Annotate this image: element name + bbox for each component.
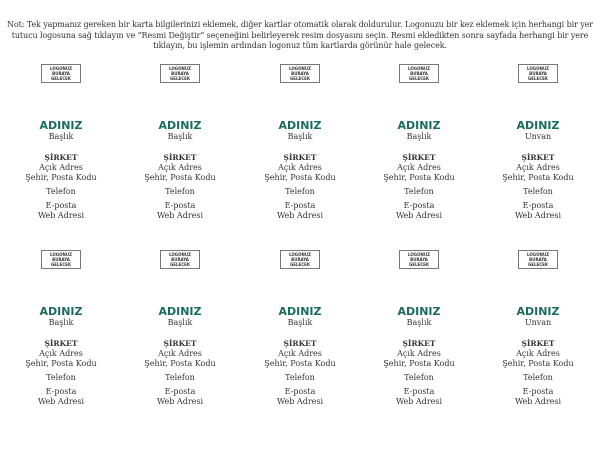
card-web[interactable]: Web Adresi [156,397,204,406]
card-title[interactable]: Başlık [287,318,313,327]
card-title[interactable]: Başlık [167,132,193,141]
card-address[interactable]: Açık Adres [39,349,83,358]
card-name[interactable]: ADINIZ [39,119,83,132]
business-card [125,250,235,407]
card-city[interactable]: Şehir, Posta Kodu [383,359,455,368]
card-email[interactable]: E-posta [403,387,435,396]
card-email[interactable]: E-posta [45,387,77,396]
card-name[interactable]: ADINIZ [158,119,202,132]
card-email[interactable]: E-posta [522,387,554,396]
card-address[interactable]: Açık Adres [516,163,560,172]
card-city[interactable]: Şehir, Posta Kodu [383,173,455,182]
card-company[interactable]: ŞİRKET [283,339,317,348]
card-web[interactable]: Web Adresi [156,211,204,220]
card-address[interactable]: Açık Adres [39,163,83,172]
card-web[interactable]: Web Adresi [37,397,85,406]
card-company[interactable]: ŞİRKET [163,339,197,348]
logo-placeholder[interactable]: LOGONUZ BURAYA GELECEK [280,64,320,83]
logo-placeholder[interactable]: LOGONUZ BURAYA GELECEK [160,64,200,83]
card-phone[interactable]: Telefon [404,373,434,382]
business-card [364,64,474,221]
card-city[interactable]: Şehir, Posta Kodu [502,173,574,182]
card-phone[interactable]: Telefon [285,373,315,382]
card-email[interactable]: E-posta [403,201,435,210]
card-company[interactable]: ŞİRKET [163,153,197,162]
card-web[interactable]: Web Adresi [276,397,324,406]
card-address[interactable]: Açık Adres [516,349,560,358]
card-web[interactable]: Web Adresi [37,211,85,220]
logo-placeholder[interactable]: LOGONUZ BURAYA GELECEK [518,64,558,83]
business-card [483,64,593,221]
card-web[interactable]: Web Adresi [514,397,562,406]
card-company[interactable]: ŞİRKET [521,339,555,348]
card-address[interactable]: Açık Adres [158,163,202,172]
card-address[interactable]: Açık Adres [278,163,322,172]
card-phone[interactable]: Telefon [46,187,76,196]
logo-placeholder[interactable]: LOGONUZ BURAYA GELECEK [399,64,439,83]
card-phone[interactable]: Telefon [285,187,315,196]
card-address[interactable]: Açık Adres [158,349,202,358]
card-title[interactable]: Başlık [167,318,193,327]
card-city[interactable]: Şehir, Posta Kodu [25,173,97,182]
card-company[interactable]: ŞİRKET [283,153,317,162]
card-title[interactable]: Başlık [48,318,74,327]
logo-placeholder[interactable]: LOGONUZ BURAYA GELECEK [160,250,200,269]
business-card [6,64,116,221]
card-name[interactable]: ADINIZ [516,305,560,318]
card-city[interactable]: Şehir, Posta Kodu [25,359,97,368]
business-card [6,250,116,407]
card-email[interactable]: E-posta [284,201,316,210]
card-web[interactable]: Web Adresi [514,211,562,220]
card-company[interactable]: ŞİRKET [402,153,436,162]
card-city[interactable]: Şehir, Posta Kodu [502,359,574,368]
card-phone[interactable]: Telefon [404,187,434,196]
card-web[interactable]: Web Adresi [276,211,324,220]
card-company[interactable]: ŞİRKET [402,339,436,348]
card-address[interactable]: Açık Adres [278,349,322,358]
card-name[interactable]: ADINIZ [397,305,441,318]
business-card [245,64,355,221]
card-title[interactable]: Başlık [406,318,432,327]
card-name[interactable]: ADINIZ [397,119,441,132]
card-city[interactable]: Şehir, Posta Kodu [264,173,336,182]
business-card [125,64,235,221]
logo-placeholder[interactable]: LOGONUZ BURAYA GELECEK [41,64,81,83]
logo-placeholder[interactable]: LOGONUZ BURAYA GELECEK [41,250,81,269]
logo-placeholder[interactable]: LOGONUZ BURAYA GELECEK [518,250,558,269]
card-name[interactable]: ADINIZ [516,119,560,132]
card-title[interactable]: Başlık [48,132,74,141]
business-card [483,250,593,407]
card-email[interactable]: E-posta [164,201,196,210]
card-phone[interactable]: Telefon [46,373,76,382]
card-name[interactable]: ADINIZ [39,305,83,318]
business-card [245,250,355,407]
card-company[interactable]: ŞİRKET [44,153,78,162]
card-web[interactable]: Web Adresi [395,397,443,406]
card-web[interactable]: Web Adresi [395,211,443,220]
card-phone[interactable]: Telefon [523,373,553,382]
logo-placeholder[interactable]: LOGONUZ BURAYA GELECEK [399,250,439,269]
card-address[interactable]: Açık Adres [397,349,441,358]
card-title[interactable]: Unvan [524,132,552,141]
card-city[interactable]: Şehir, Posta Kodu [144,359,216,368]
logo-placeholder[interactable]: LOGONUZ BURAYA GELECEK [280,250,320,269]
card-company[interactable]: ŞİRKET [44,339,78,348]
card-name[interactable]: ADINIZ [158,305,202,318]
card-email[interactable]: E-posta [284,387,316,396]
card-city[interactable]: Şehir, Posta Kodu [144,173,216,182]
card-name[interactable]: ADINIZ [278,305,322,318]
card-email[interactable]: E-posta [522,201,554,210]
business-card [364,250,474,407]
card-phone[interactable]: Telefon [523,187,553,196]
card-phone[interactable]: Telefon [165,373,195,382]
card-title[interactable]: Başlık [287,132,313,141]
card-email[interactable]: E-posta [164,387,196,396]
card-phone[interactable]: Telefon [165,187,195,196]
card-company[interactable]: ŞİRKET [521,153,555,162]
card-address[interactable]: Açık Adres [397,163,441,172]
card-title[interactable]: Başlık [406,132,432,141]
card-name[interactable]: ADINIZ [278,119,322,132]
instruction-note: Not: Tek yapmanız gereken bir karta bilgilerinizi eklemek, diğer kartlar otomatik olarak doldurulur. Logonuzu bir kez eklemek için herhangi bir yer tutucu logosuna sağ tıklayın ve “Resmi Değiştir” seçeneğini belirleyerek resim dosyasını seçin. Resmi ekledikten sonra sayfada herhangi bir yere tıklayın, bu işlemin ardından logonuz tüm kartlarda görünür hale gelecek. [6,20,594,50]
card-email[interactable]: E-posta [45,201,77,210]
card-city[interactable]: Şehir, Posta Kodu [264,359,336,368]
card-title[interactable]: Unvan [524,318,552,327]
